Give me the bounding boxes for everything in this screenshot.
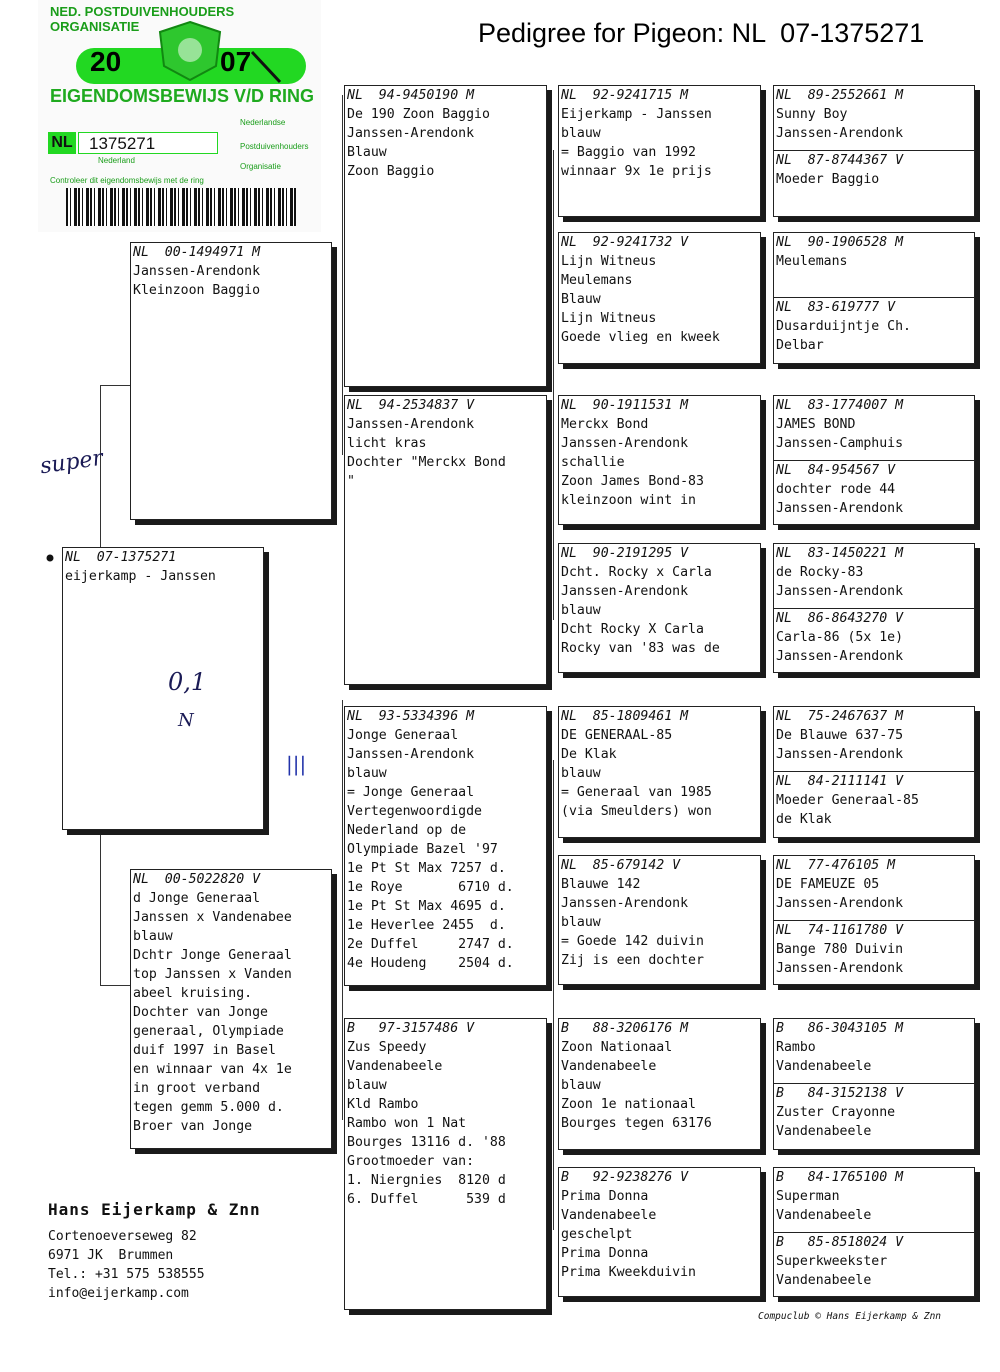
box-line: Janssen-Camphuis <box>776 436 904 451</box>
box-line: Bange 780 Duivin <box>776 942 904 957</box>
box-line: blauw <box>561 766 601 781</box>
pedigree-pair-box <box>773 543 975 673</box>
box-line: Kleinzoon Baggio <box>133 283 261 298</box>
ring-number: NL 87-8744367 V <box>776 153 904 168</box>
box-line: 1e Pt St Max 7257 d. <box>347 861 506 876</box>
ring-number: NL 00-5022820 V <box>133 872 261 887</box>
box-line: licht kras <box>347 436 427 451</box>
ring-number: NL 83-1450221 M <box>776 546 904 561</box>
box-line: De Blauwe 637-75 <box>776 728 904 743</box>
ring-number: NL 83-619777 V <box>776 300 896 315</box>
ring-number: NL 92-9241715 M <box>561 88 689 103</box>
pedigree-pair-box <box>773 706 975 838</box>
pair-divider <box>774 771 974 829</box>
card-side-1: Nederlandse <box>240 118 286 127</box>
pedigree-box-ff <box>344 85 547 387</box>
handwritten-n: N <box>178 710 194 731</box>
pedigree-pair-box <box>773 1167 975 1297</box>
box-line: Zus Speedy <box>347 1040 427 1055</box>
box-line: blauw <box>133 929 173 944</box>
ring-number: B 92-9238276 V <box>561 1170 689 1185</box>
ring-number: NL 93-5334396 M <box>347 709 475 724</box>
box-line: Vandenabeele <box>347 1059 443 1074</box>
box-line: Vandenabeele <box>776 1273 872 1288</box>
card-side-3: Organisatie <box>240 162 281 171</box>
box-line: blauw <box>561 1078 601 1093</box>
box-line: Merckx Bond <box>561 417 649 432</box>
connector <box>342 700 343 1120</box>
box-line: Vandenabeele <box>776 1124 872 1139</box>
pedigree-pair-box <box>773 395 975 525</box>
box-line: Lijn Witneus <box>561 254 657 269</box>
ring-number: NL 92-9241732 V <box>561 235 689 250</box>
box-line: eijerkamp - Janssen <box>65 569 216 584</box>
pedigree-box-mother <box>130 869 332 1149</box>
box-line: duif 1997 in Basel <box>133 1043 276 1058</box>
ring-number: NL 89-2552661 M <box>776 88 904 103</box>
card-note: Controleer dit eigendomsbewijs met de ring <box>50 176 204 185</box>
box-line: 6. Duffel 539 d <box>347 1192 506 1207</box>
ring-number: NL 77-476105 M <box>776 858 896 873</box>
page-title: Pedigree for Pigeon: NL 07-1375271 <box>478 18 925 48</box>
ring-number: B 97-3157486 V <box>347 1021 475 1036</box>
box-line: Kld Rambo <box>347 1097 419 1112</box>
ring-number: NL 00-1494971 M <box>133 245 261 260</box>
box-line: JAMES BOND <box>776 417 856 432</box>
ring-number: B 86-3043105 M <box>776 1021 904 1036</box>
card-year-left: 20 <box>90 46 122 77</box>
box-line: blauw <box>561 915 601 930</box>
pair-divider <box>774 608 974 666</box>
box-line: Zoon Nationaal <box>561 1040 673 1055</box>
lion-crest-icon <box>150 18 230 84</box>
box-line: schallie <box>561 455 625 470</box>
box-line: = Baggio van 1992 <box>561 145 696 160</box>
box-line: Prima Donna <box>561 1189 649 1204</box>
box-line: DE FAMEUZE 05 <box>776 877 880 892</box>
ring-number: NL 86-8643270 V <box>776 611 904 626</box>
breeder-address <box>48 1200 261 1303</box>
box-line: 2e Duffel 2747 d. <box>347 937 514 952</box>
pedigree-box-fmm <box>558 543 761 673</box>
box-line: 1. Niergnies 8120 d <box>347 1173 506 1188</box>
box-line: Dochter "Merckx Bond <box>347 455 506 470</box>
box-line: Bourges 13116 d. '88 <box>347 1135 506 1150</box>
box-line: Janssen-Arendonk <box>347 747 475 762</box>
box-line: 1e Roye 6710 d. <box>347 880 514 895</box>
box-line: Vandenabeele <box>776 1059 872 1074</box>
address-line: Cortenoeverseweg 82 <box>48 1229 197 1244</box>
ring-number: B 88-3206176 M <box>561 1021 689 1036</box>
ring-number: B 84-3152138 V <box>776 1086 904 1101</box>
card-label: EIGENDOMSBEWIJS V/D RING <box>50 86 315 106</box>
box-line: kleinzoon wint in <box>561 493 696 508</box>
box-line: top Janssen x Vanden <box>133 967 292 982</box>
pedigree-pair-box <box>773 1018 975 1150</box>
pedigree-box-ffm <box>558 232 761 364</box>
box-line: Blauwe 142 <box>561 877 641 892</box>
box-line: Delbar <box>776 338 824 353</box>
ring-number: B 84-1765100 M <box>776 1170 904 1185</box>
email-line: info@eijerkamp.com <box>48 1286 189 1301</box>
box-line: Bourges tegen 63176 <box>561 1116 712 1131</box>
card-ring-number: 1375271 <box>78 132 218 154</box>
box-line: Zuster Crayonne <box>776 1105 896 1120</box>
ring-number: NL 90-1906528 M <box>776 235 904 250</box>
box-line: = Generaal van 1985 <box>561 785 712 800</box>
handwritten-score: 0,1 <box>168 668 207 696</box>
pedigree-box-fff <box>558 85 761 217</box>
box-line: Janssen x Vandenabee <box>133 910 292 925</box>
box-line: Janssen-Arendonk <box>561 436 689 451</box>
box-line: Vandenabeele <box>561 1208 657 1223</box>
box-line: blauw <box>347 766 387 781</box>
connector <box>342 95 343 455</box>
box-line: Grootmoeder van: <box>347 1154 475 1169</box>
ring-number: NL 83-1774007 M <box>776 398 904 413</box>
pair-divider <box>774 1232 974 1290</box>
connector <box>553 760 554 1230</box>
box-line: blauw <box>561 126 601 141</box>
box-line: Janssen-Arendonk <box>776 747 904 762</box>
box-line: blauw <box>347 1078 387 1093</box>
box-line: Rocky van '83 was de <box>561 641 720 656</box>
box-line: Janssen-Arendonk <box>133 264 261 279</box>
box-line: Janssen-Arendonk <box>776 961 904 976</box>
pedigree-pair-box <box>773 855 975 985</box>
box-line: generaal, Olympiade <box>133 1024 284 1039</box>
box-line: en winnaar van 4x 1e <box>133 1062 292 1077</box>
box-line: Janssen-Arendonk <box>776 126 904 141</box>
box-line: = Goede 142 duivin <box>561 934 704 949</box>
pen-mark-icon <box>246 48 286 88</box>
box-line: Meulemans <box>776 254 848 269</box>
box-line: Zij is een dochter <box>561 953 704 968</box>
box-line: Janssen-Arendonk <box>347 126 475 141</box>
card-country: NL <box>48 132 76 154</box>
box-line: Blauw <box>561 292 601 307</box>
pedigree-box-subject <box>62 547 264 830</box>
ring-number: NL 94-2534837 V <box>347 398 475 413</box>
box-line: Rambo won 1 Nat <box>347 1116 467 1131</box>
box-line: De 190 Zoon Baggio <box>347 107 490 122</box>
software-credit: Compuclub © Hans Eijerkamp & Znn <box>758 1311 942 1322</box>
ring-number: NL 90-1911531 M <box>561 398 689 413</box>
card-year-right: 07 <box>220 46 252 77</box>
pair-divider <box>774 920 974 978</box>
ring-number: NL 85-1809461 M <box>561 709 689 724</box>
box-line: Prima Kweekduivin <box>561 1265 696 1280</box>
ring-ownership-card <box>38 0 321 232</box>
pair-divider <box>774 297 974 355</box>
pedigree-box-mff <box>558 706 761 838</box>
box-line: Zoon Baggio <box>347 164 435 179</box>
pedigree-box-father <box>130 242 332 520</box>
ring-number: NL 74-1161780 V <box>776 923 904 938</box>
box-line: DE GENERAAL-85 <box>561 728 673 743</box>
box-line: Janssen-Arendonk <box>776 501 904 516</box>
handwritten-super: super <box>38 445 105 480</box>
box-line: d Jonge Generaal <box>133 891 261 906</box>
box-line: Superman <box>776 1189 840 1204</box>
box-line: dochter rode 44 <box>776 482 896 497</box>
connector <box>100 385 130 386</box>
pedigree-box-fm <box>344 395 547 685</box>
handwritten-marks: ||| <box>286 752 307 776</box>
ring-number: NL 90-2191295 V <box>561 546 689 561</box>
box-line: Janssen-Arendonk <box>347 417 475 432</box>
box-line: Moeder Baggio <box>776 172 880 187</box>
box-line: abeel kruising. <box>133 986 253 1001</box>
box-line: 1e Pt St Max 4695 d. <box>347 899 506 914</box>
pedigree-box-fmf <box>558 395 761 525</box>
barcode <box>66 188 296 226</box>
box-line: Jonge Generaal <box>347 728 459 743</box>
box-line: in groot verband <box>133 1081 261 1096</box>
card-side-2: Postduivenhouders <box>240 142 309 151</box>
box-line: de Klak <box>776 812 832 827</box>
ring-number: NL 84-954567 V <box>776 463 896 478</box>
box-line: Janssen-Arendonk <box>561 896 689 911</box>
bullet-icon <box>44 552 56 564</box>
pedigree-box-mmf <box>558 1018 761 1150</box>
box-line: Prima Donna <box>561 1246 649 1261</box>
ring-number: NL 75-2467637 M <box>776 709 904 724</box>
box-line: tegen gemm 5.000 d. <box>133 1100 284 1115</box>
breeder-name: Hans Eijerkamp & Znn <box>48 1200 261 1219</box>
box-line: Janssen-Arendonk <box>776 584 904 599</box>
phone-line: Tel.: +31 575 538555 <box>48 1267 205 1282</box>
box-line: Olympiade Bazel '97 <box>347 842 498 857</box>
connector <box>100 985 130 986</box>
box-line: 4e Houdeng 2504 d. <box>347 956 514 971</box>
box-line: geschelpt <box>561 1227 633 1242</box>
box-line: Zoon 1e nationaal <box>561 1097 696 1112</box>
box-line: winnaar 9x 1e prijs <box>561 164 712 179</box>
box-line: = Jonge Generaal <box>347 785 475 800</box>
box-line: Moeder Generaal-85 <box>776 793 919 808</box>
box-line: Dcht. Rocky x Carla <box>561 565 712 580</box>
ring-number: B 85-8518024 V <box>776 1235 904 1250</box>
pedigree-box-mmm <box>558 1167 761 1297</box>
box-line: (via Smeulders) won <box>561 804 712 819</box>
ring-number: NL 94-9450190 M <box>347 88 475 103</box>
pedigree-box-mfm <box>558 855 761 985</box>
box-line: Vandenabeele <box>561 1059 657 1074</box>
pair-divider <box>774 150 974 189</box>
box-line: Dcht Rocky X Carla <box>561 622 704 637</box>
box-line: Janssen-Arendonk <box>561 584 689 599</box>
box-line: Rambo <box>776 1040 816 1055</box>
box-line: Dusarduijntje Ch. <box>776 319 911 334</box>
box-line: blauw <box>561 603 601 618</box>
connector <box>100 855 101 985</box>
box-line: de Rocky-83 <box>776 565 864 580</box>
ring-number: NL 85-679142 V <box>561 858 681 873</box>
box-line: Vertegenwoordigde <box>347 804 482 819</box>
box-line: Blauw <box>347 145 387 160</box>
pair-divider <box>774 1083 974 1141</box>
card-country-name: Nederland <box>98 156 135 165</box>
pedigree-box-mf <box>344 706 547 986</box>
box-line: Sunny Boy <box>776 107 848 122</box>
pair-divider <box>774 460 974 518</box>
box-line: Nederland op de <box>347 823 467 838</box>
box-line: Broer van Jonge <box>133 1119 253 1134</box>
pedigree-pair-box <box>773 232 975 364</box>
box-line: Goede vlieg en kweek <box>561 330 720 345</box>
box-line: Eijerkamp - Janssen <box>561 107 712 122</box>
box-line: Janssen-Arendonk <box>776 896 904 911</box>
box-line: Superkweekster <box>776 1254 888 1269</box>
box-line: Carla-86 (5x 1e) <box>776 630 904 645</box>
box-line: Vandenabeele <box>776 1208 872 1223</box>
address-line: 6971 JK Brummen <box>48 1248 174 1263</box>
box-line: Dchtr Jonge Generaal <box>133 948 292 963</box>
box-line: 1e Heverlee 2455 d. <box>347 918 506 933</box>
card-org: NED. POSTDUIVENHOUDERS ORGANISATIE <box>50 4 235 34</box>
connector <box>553 150 554 620</box>
pedigree-box-mm <box>344 1018 547 1310</box>
box-line: " <box>347 474 355 489</box>
box-line: Zoon James Bond-83 <box>561 474 704 489</box>
box-line: Lijn Witneus <box>561 311 657 326</box>
ring-number: NL 84-2111141 V <box>776 774 904 789</box>
box-line: Dochter van Jonge <box>133 1005 268 1020</box>
box-line: De Klak <box>561 747 617 762</box>
box-line: Meulemans <box>561 273 633 288</box>
ring-number: NL 07-1375271 <box>65 550 177 565</box>
box-line: Janssen-Arendonk <box>776 649 904 664</box>
pedigree-pair-box <box>773 85 975 217</box>
